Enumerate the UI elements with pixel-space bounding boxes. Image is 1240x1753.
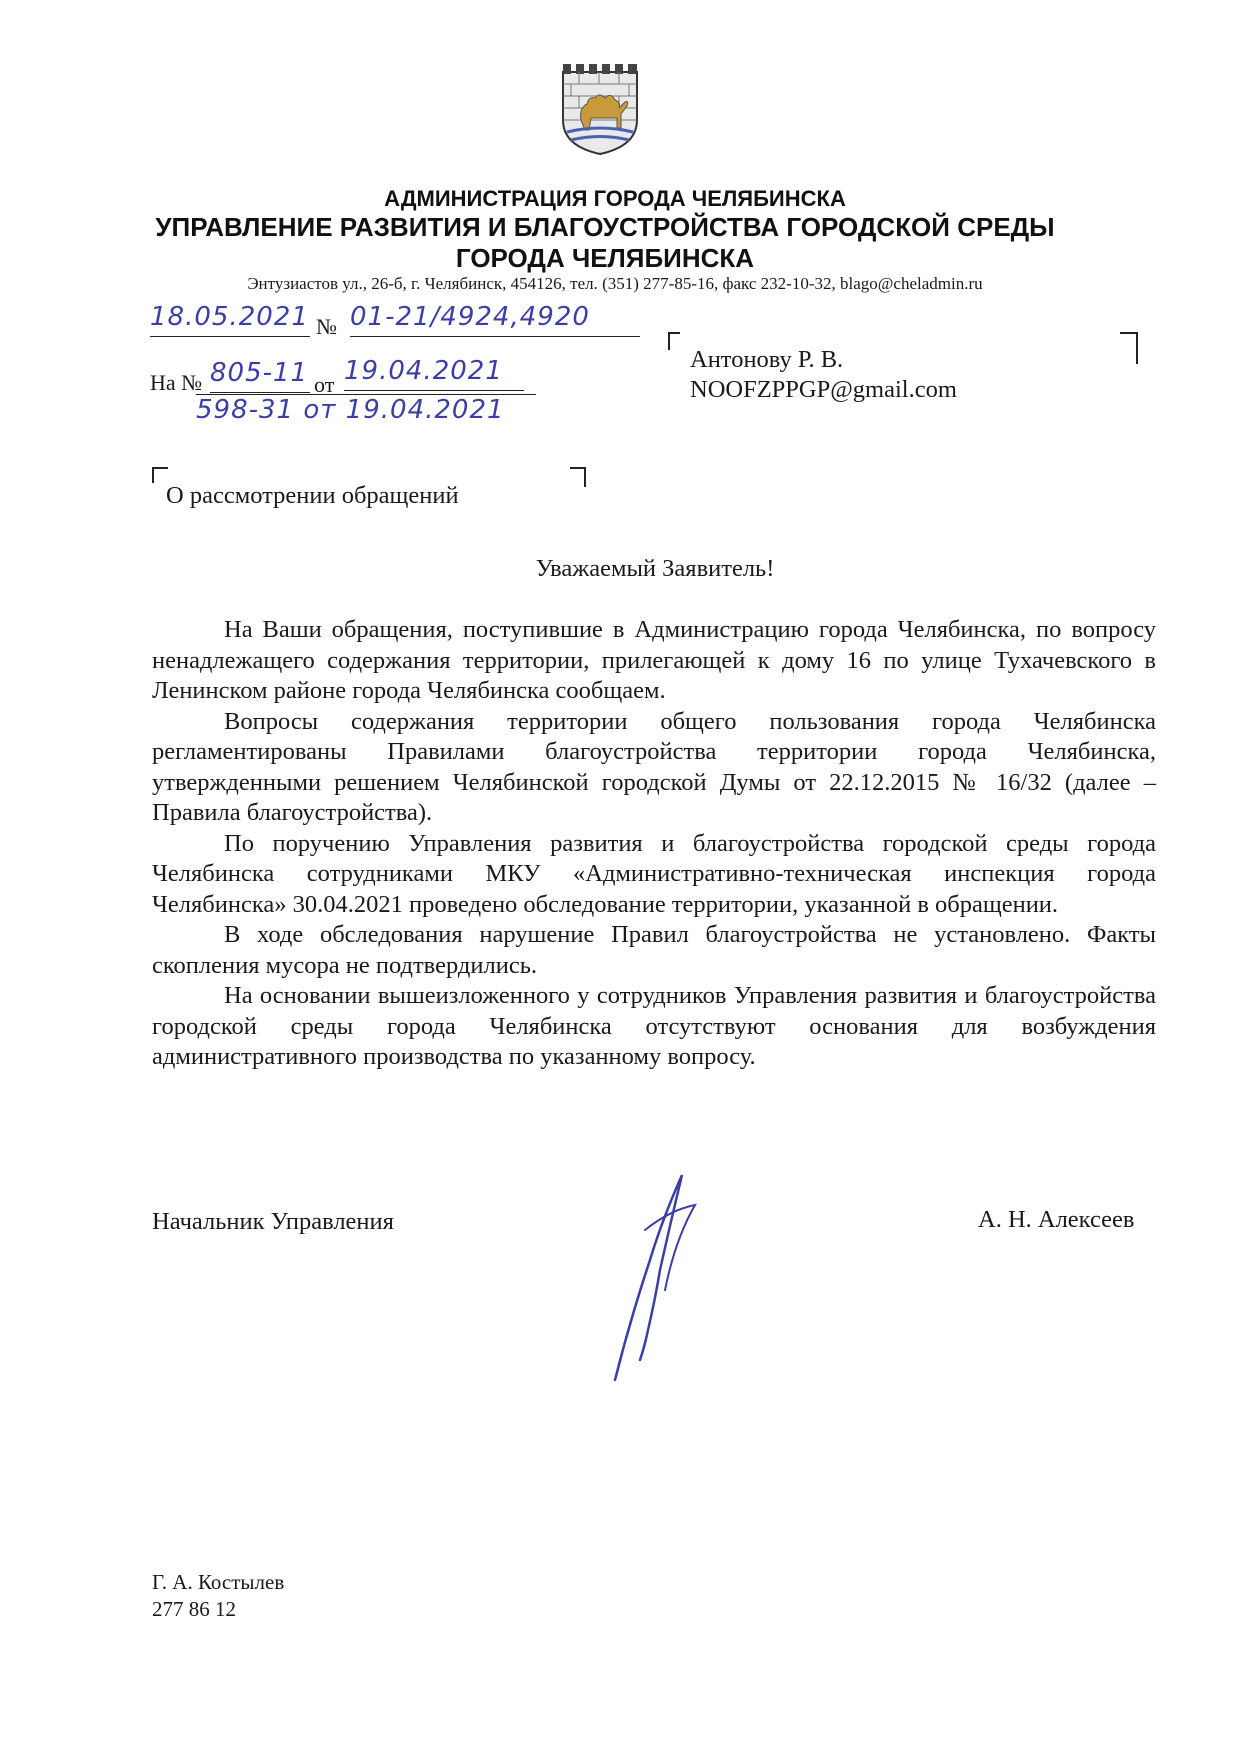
department-title-line1: УПРАВЛЕНИЕ РАЗВИТИЯ И БЛАГОУСТРОЙСТВА ГОРОДСКОЙ СРЕДЫ: [155, 212, 1055, 242]
recipient-bracket-right: [1120, 332, 1138, 364]
paragraph: На основании вышеизложенного у сотрудников Управления развития и благоустройства городской среды города Челябинска отсутствуют основания для возбуждения административного производства по указанному вопросу.: [152, 982, 1156, 1070]
executor-name: Г. А. Костылев: [152, 1570, 285, 1594]
recipient-email: NOOFZPPGP@gmail.com: [690, 376, 957, 403]
salutation: Уважаемый Заявитель!: [535, 555, 775, 582]
ref2: 598-31 от 19.04.2021: [196, 394, 536, 427]
signatory-position: Начальник Управления: [152, 1208, 394, 1235]
recipient-name: Антонову Р. В.: [690, 346, 844, 373]
coat-of-arms-icon: [559, 58, 641, 156]
subject-bracket-right: [570, 467, 586, 487]
paragraph: Вопросы содержания территории общего пользования города Челябинска регламентированы Правилами благоустройства территории города Челябинска, утвержденными решением Челябинской городской Думы от 22.12.2015 № 16/32 (далее – Правила благоустройства).: [152, 707, 1156, 826]
recipient-bracket-left: [668, 332, 680, 350]
handwritten-signature-icon: [600, 1170, 720, 1385]
ref1-date: 19.04.2021: [344, 356, 524, 391]
reply-label: На №: [150, 370, 203, 395]
number-label: №: [316, 314, 337, 339]
executor-phone: 277 86 12: [152, 1597, 236, 1621]
reg-number: 01-21/4924,4920: [350, 302, 640, 337]
signatory-name: А. Н. Алексеев: [978, 1206, 1135, 1233]
department-title-line2: ГОРОДА ЧЕЛЯБИНСКА: [455, 243, 755, 273]
reg-date: 18.05.2021: [150, 302, 310, 337]
subject-bracket-left: [152, 467, 168, 483]
paragraph: На Ваши обращения, поступившие в Администрацию города Челябинска, по вопросу ненадлежащего содержания территории, прилегающей к дому 16 по улице Тухачевского в Ленинском районе города Челябинска сообщаем.: [152, 616, 1156, 704]
paragraph: В ходе обследования нарушение Правил благоустройства не установлено. Факты скопления мусора не подтвердились.: [152, 921, 1156, 979]
paragraph: По поручению Управления развития и благоустройства городской среды города Челябинска сотрудниками МКУ «Административно-техническая инспекция города Челябинска» 30.04.2021 проведено обследование территории, указанной в обращении.: [152, 829, 1156, 918]
from-label: от: [314, 372, 335, 397]
address-line: Энтузиастов ул., 26-б, г. Челябинск, 454126, тел. (351) 277-85-16, факс 232-10-32, blago@cheladmin.ru: [247, 274, 983, 293]
ref1-number: 805-11: [210, 358, 310, 393]
admin-title: АДМИНИСТРАЦИЯ ГОРОДА ЧЕЛЯБИНСКА: [384, 186, 846, 211]
subject: О рассмотрении обращений: [166, 482, 459, 509]
letter-body: [152, 615, 1156, 1073]
